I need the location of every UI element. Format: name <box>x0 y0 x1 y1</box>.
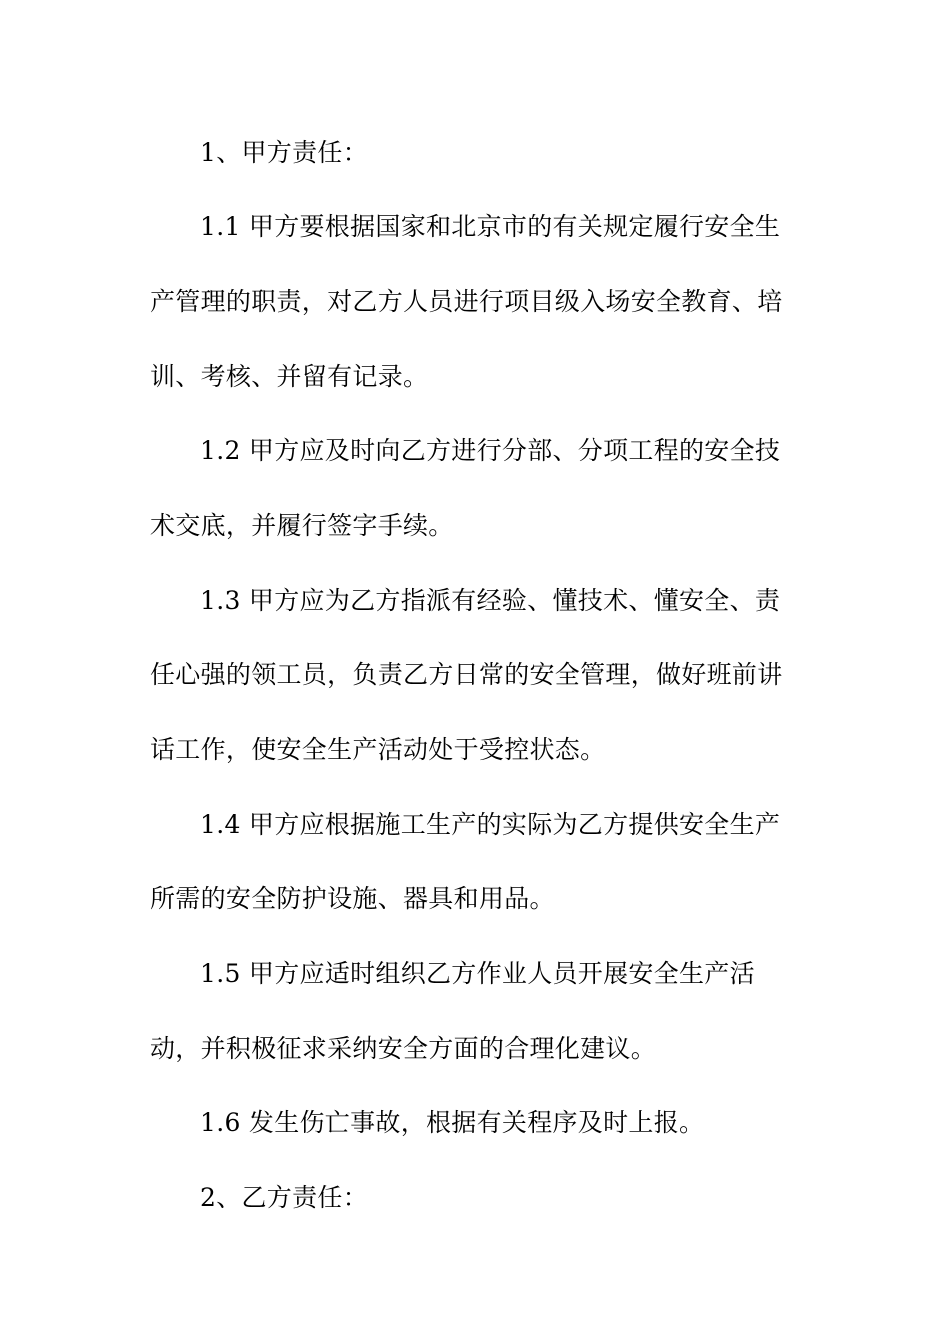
paragraph-line: 1.4 甲方应根据施工生产的实际为乙方提供安全生产 <box>200 810 781 839</box>
paragraph-line: 1.2 甲方应及时向乙方进行分部、分项工程的安全技 <box>200 436 781 465</box>
section-heading-party-b: 2、乙方责任： <box>200 1183 369 1212</box>
paragraph-line: 动，并积极征求采纳安全方面的合理化建议。 <box>150 1034 657 1063</box>
paragraph-line: 话工作，使安全生产活动处于受控状态。 <box>150 735 606 764</box>
section-heading-party-a: 1、甲方责任： <box>200 138 369 167</box>
paragraph-line: 1.6 发生伤亡事故，根据有关程序及时上报。 <box>200 1108 705 1137</box>
paragraph-line: 任心强的领工员，负责乙方日常的安全管理，做好班前讲 <box>150 660 783 689</box>
paragraph-line: 1.3 甲方应为乙方指派有经验、懂技术、懂安全、责 <box>200 586 781 615</box>
paragraph-line: 术交底，并履行签字手续。 <box>150 511 454 540</box>
paragraph-line: 所需的安全防护设施、器具和用品。 <box>150 884 555 913</box>
paragraph-line: 训、考核、并留有记录。 <box>150 362 429 391</box>
paragraph-line: 1.5 甲方应适时组织乙方作业人员开展安全生产活 <box>200 959 755 988</box>
paragraph-line: 1.1 甲方要根据国家和北京市的有关规定履行安全生 <box>200 212 781 241</box>
paragraph-line: 产管理的职责，对乙方人员进行项目级入场安全教育、培 <box>150 287 783 316</box>
